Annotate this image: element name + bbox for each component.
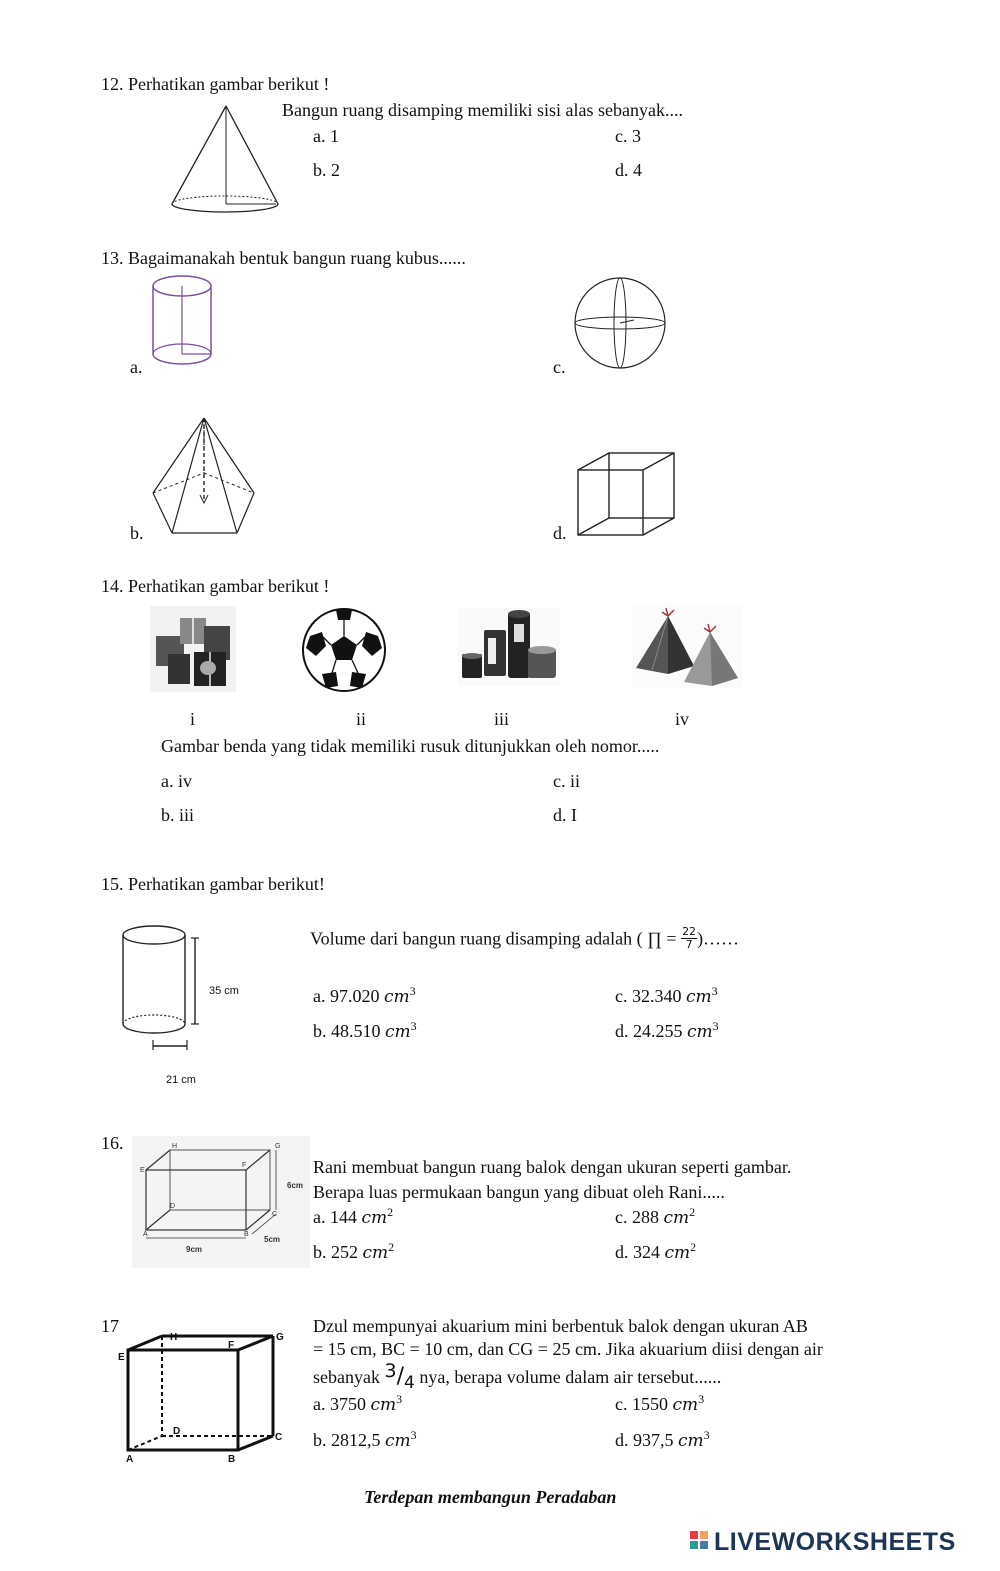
q17-option-c-value: c. 1550: [615, 1394, 673, 1414]
cone-figure: [168, 104, 283, 216]
unit-exponent: 3: [410, 1019, 417, 1033]
unit-exponent: 3: [711, 984, 718, 998]
q17-option-d[interactable]: [615, 1430, 710, 1452]
q13-question: 13. Bagaimanakah bentuk bangun ruang kubus......: [101, 248, 466, 268]
q17-option-b-value: b. 2812,5: [313, 1430, 385, 1450]
unit: cm: [664, 1243, 691, 1263]
q13-label-b[interactable]: b.: [130, 523, 144, 543]
q15-option-c-value: c. 32.340: [615, 986, 686, 1006]
q17-prompt-line3: [313, 1360, 722, 1393]
cylinder-tins-photo: [458, 608, 560, 686]
q15-prompt-start: Volume dari bangun ruang disamping adalah ( ∏ =: [310, 928, 682, 949]
footer-motto: Terdepan membangun Peradaban: [364, 1487, 617, 1507]
q14-option-d[interactable]: d. I: [553, 805, 577, 825]
sphere-figure: [572, 276, 668, 372]
q16-prompt-line1: Rani membuat bangun ruang balok dengan ukuran seperti gambar.: [313, 1157, 792, 1177]
aquarium-cuboid-figure: [118, 1328, 290, 1464]
q15-option-b-value: b. 48.510: [313, 1021, 385, 1041]
q14-numeral-iv: iv: [675, 709, 690, 729]
q17-option-c[interactable]: [615, 1394, 704, 1416]
q17-prompt-line3-end: nya, berapa volume dalam air tersebut......: [414, 1367, 722, 1387]
cylinder-figure: [150, 272, 216, 372]
q14-option-b[interactable]: b. iii: [161, 805, 195, 825]
unit: cm: [362, 1243, 389, 1263]
pyramid-boxes-photo: [632, 604, 742, 688]
unit: cm: [672, 1395, 699, 1415]
pi-numerator: 22: [682, 925, 697, 938]
fraction-slash: /: [396, 1364, 404, 1389]
unit: cm: [385, 1022, 411, 1042]
q16-label-h: H: [172, 1143, 178, 1150]
q15-prompt-end: )……: [697, 928, 740, 949]
q14-option-c[interactable]: c. ii: [553, 771, 580, 791]
unit: cm: [384, 987, 410, 1007]
unit-exponent: 3: [396, 1392, 403, 1406]
unit-exponent: 2: [690, 1240, 697, 1254]
q15-question: 15. Perhatikan gambar berikut!: [101, 874, 325, 894]
q17-label-b: B: [228, 1454, 236, 1465]
unit-exponent: 3: [712, 1019, 719, 1033]
q12-option-b[interactable]: b. 2: [313, 160, 340, 180]
q17-option-a-value: a. 3750: [313, 1394, 371, 1414]
unit: cm: [678, 1431, 704, 1451]
q14-question: 14. Perhatikan gambar berikut !: [101, 576, 330, 596]
pi-denominator: 7: [685, 938, 693, 952]
q14-prompt: Gambar benda yang tidak memiliki rusuk ditunjukkan oleh nomor.....: [161, 736, 660, 756]
q14-option-a[interactable]: a. iv: [161, 771, 192, 791]
unit-exponent: 3: [698, 1392, 705, 1406]
q17-label-h: H: [170, 1332, 178, 1343]
unit: cm: [687, 1022, 713, 1042]
gift-boxes-photo: [150, 606, 236, 692]
q16-label-d: D: [170, 1203, 176, 1210]
q15-diameter-label: 21 cm: [166, 1074, 196, 1086]
unit: cm: [361, 1208, 388, 1228]
q16-option-c-value: c. 288: [615, 1207, 664, 1227]
unit-exponent: 2: [387, 1205, 394, 1219]
q16-width-label: 5cm: [264, 1235, 281, 1244]
soccer-ball-photo: [300, 606, 388, 694]
q15-option-a-value: a. 97.020: [313, 986, 384, 1006]
unit-exponent: 3: [410, 1428, 417, 1442]
q16-prompt-line2: Berapa luas permukaan bangun yang dibuat oleh Rani.....: [313, 1182, 725, 1202]
q17-label-e: E: [118, 1352, 125, 1363]
q15-prompt: [310, 925, 740, 953]
q12-option-d[interactable]: d. 4: [615, 160, 642, 180]
liveworksheets-brand[interactable]: LIVEWORKSHEETS: [714, 1528, 956, 1556]
q16-option-d-value: d. 324: [615, 1242, 665, 1262]
q12-option-a[interactable]: a. 1: [313, 126, 339, 146]
q16-label-a: A: [143, 1231, 148, 1238]
q14-numeral-i: i: [190, 709, 196, 729]
unit: cm: [663, 1208, 690, 1228]
q16-height-label: 6cm: [287, 1181, 304, 1190]
q16-option-b-value: b. 252: [313, 1242, 363, 1262]
q16-label-f: F: [242, 1162, 247, 1169]
fraction-numerator: 3: [384, 1360, 397, 1382]
q17-prompt-line2: = 15 cm, BC = 10 cm, dan CG = 25 cm. Jika akuarium diisi dengan air: [313, 1339, 823, 1359]
q15-option-b[interactable]: [313, 1021, 417, 1043]
q15-option-c[interactable]: [615, 986, 718, 1008]
q16-length-label: 9cm: [186, 1245, 203, 1254]
q17-label-a: A: [126, 1454, 134, 1465]
cuboid-dimension-figure: [132, 1136, 310, 1268]
pyramid-figure: [150, 415, 260, 540]
unit: cm: [686, 987, 712, 1007]
q16-label-b: B: [244, 1231, 249, 1238]
q14-numeral-ii: ii: [356, 709, 367, 729]
q13-label-d[interactable]: d.: [553, 523, 567, 543]
q12-prompt: Bangun ruang disamping memiliki sisi alas sebanyak....: [282, 100, 683, 120]
q17-label-c: C: [275, 1432, 283, 1443]
q16-option-a[interactable]: [313, 1207, 393, 1229]
cube-figure: [576, 450, 678, 540]
q13-label-a[interactable]: a.: [130, 357, 143, 377]
unit: cm: [385, 1431, 411, 1451]
q17-option-d-value: d. 937,5: [615, 1430, 678, 1450]
q15-option-d[interactable]: [615, 1021, 719, 1043]
unit-exponent: 2: [388, 1240, 395, 1254]
unit: cm: [370, 1395, 397, 1415]
unit-exponent: 3: [703, 1428, 710, 1442]
q16-option-a-value: a. 144: [313, 1207, 362, 1227]
q17-label-f: F: [228, 1340, 235, 1351]
q16-number: 16.: [101, 1133, 124, 1153]
q16-option-c[interactable]: [615, 1207, 695, 1229]
q15-option-d-value: d. 24.255: [615, 1021, 687, 1041]
cylinder-dimension-figure: [120, 922, 210, 1056]
q16-option-d[interactable]: [615, 1242, 696, 1264]
pi-fraction: [681, 926, 697, 951]
q12-option-c[interactable]: c. 3: [615, 126, 641, 146]
q15-option-a[interactable]: [313, 986, 416, 1008]
unit-exponent: 3: [409, 984, 416, 998]
q16-label-g: G: [275, 1143, 281, 1150]
fraction-denominator: 4: [404, 1373, 415, 1393]
q16-option-b[interactable]: [313, 1242, 394, 1264]
q12-question: 12. Perhatikan gambar berikut !: [101, 74, 330, 94]
q17-label-d: D: [173, 1426, 181, 1437]
unit-exponent: 2: [689, 1205, 696, 1219]
q14-numeral-iii: iii: [494, 709, 510, 729]
q17-number: 17: [101, 1316, 119, 1336]
q15-height-label: 35 cm: [209, 985, 239, 997]
q17-prompt-line1: Dzul mempunyai akuarium mini berbentuk balok dengan ukuran AB: [313, 1316, 808, 1336]
q17-label-g: G: [276, 1332, 284, 1343]
liveworksheets-logo-icon: [690, 1531, 710, 1551]
q16-label-e: E: [140, 1167, 145, 1174]
q17-prompt-line3-start: sebanyak: [313, 1367, 385, 1387]
q17-option-a[interactable]: [313, 1394, 402, 1416]
q17-option-b[interactable]: [313, 1430, 417, 1452]
q13-label-c[interactable]: c.: [553, 357, 566, 377]
q16-label-c: C: [272, 1211, 278, 1218]
